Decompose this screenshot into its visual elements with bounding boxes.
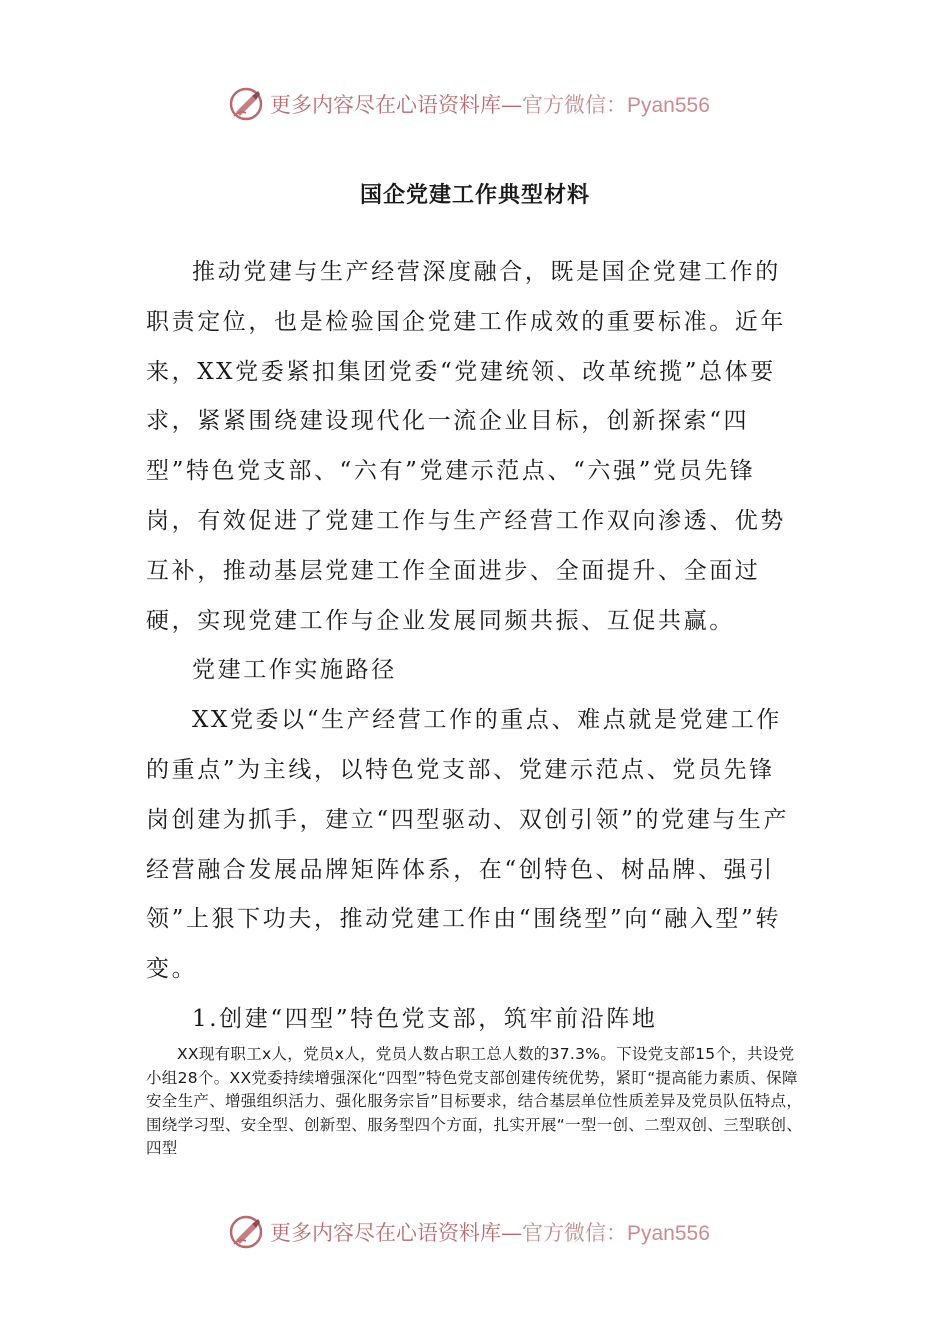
watermark-wechat-label-bottom: 官方微信：	[522, 1221, 627, 1245]
watermark-wechat-id-bottom: Pyan556	[627, 1222, 710, 1245]
watermark-wechat-id: Pyan556	[627, 94, 710, 117]
watermark-content-bottom	[228, 1212, 710, 1252]
watermark-wechat-label: 官方微信：	[522, 93, 627, 117]
intro-paragraph: 推动党建与生产经营深度融合，既是国企党建工作的职责定位，也是检验国企党建工作成效的重要标准。近年来，XX党委紧扣集团党委“党建统领、改革统揽”总体要求，紧紧围绕建设现代化一流企业目标，创新探索“四型”特色党支部、“六有”党建示范点、“六强”党员先锋岗，有效促进了党建工作与生产经营工作双向渗透、优势互补，推动基层党建工作全面进步、全面提升、全面过硬，实现党建工作与企业发展同频共振、互促共赢。	[146, 259, 786, 634]
detail-body	[146, 1043, 808, 1161]
subsection-heading: 1.创建“四型”特色党支部，筑牢前沿阵地	[192, 1005, 658, 1032]
watermark-banner-top	[0, 84, 950, 124]
watermark-dash: —	[501, 93, 522, 117]
watermark-dash-bottom: —	[501, 1221, 522, 1245]
section-heading: 党建工作实施路径	[192, 657, 397, 684]
document-body	[146, 248, 791, 1045]
watermark-text-bottom	[270, 1217, 710, 1247]
watermark-banner-bottom	[0, 1212, 950, 1252]
pen-logo-icon	[228, 86, 264, 122]
document-title: 国企党建工作典型材料	[359, 182, 590, 208]
watermark-content	[228, 84, 710, 124]
pen-logo-icon	[228, 1214, 264, 1250]
detail-paragraph: XX现有职工x人，党员x人，党员人数占职工总人数的37.3%。下设党支部15个，共设党小组28个。XX党委持续增强深化“四型”特色党支部创建传统优势，紧盯“提高能力素质、保障安全生产、增强组织活力、强化服务宗旨”目标要求，结合基层单位性质差异及党员队伍特点，围绕学习型、安全型、创新型、服务型四个方面，扎实开展“一型一创、二型双创、三型联创、四型	[146, 1045, 803, 1157]
watermark-main-bottom: 更多内容尽在心语资料库	[270, 1221, 501, 1245]
section-paragraph: XX党委以“生产经营工作的重点、难点就是党建工作的重点”为主线，以特色党支部、党建示范点、党员先锋岗创建为抓手，建立“四型驱动、双创引领”的党建与生产经营融合发展品牌矩阵体系，在“创特色、树品牌、强引领”上狠下功夫，推动党建工作由“围绕型”向“融入型”转变。	[146, 707, 790, 983]
watermark-main: 更多内容尽在心语资料库	[270, 93, 501, 117]
watermark-text	[270, 89, 710, 119]
